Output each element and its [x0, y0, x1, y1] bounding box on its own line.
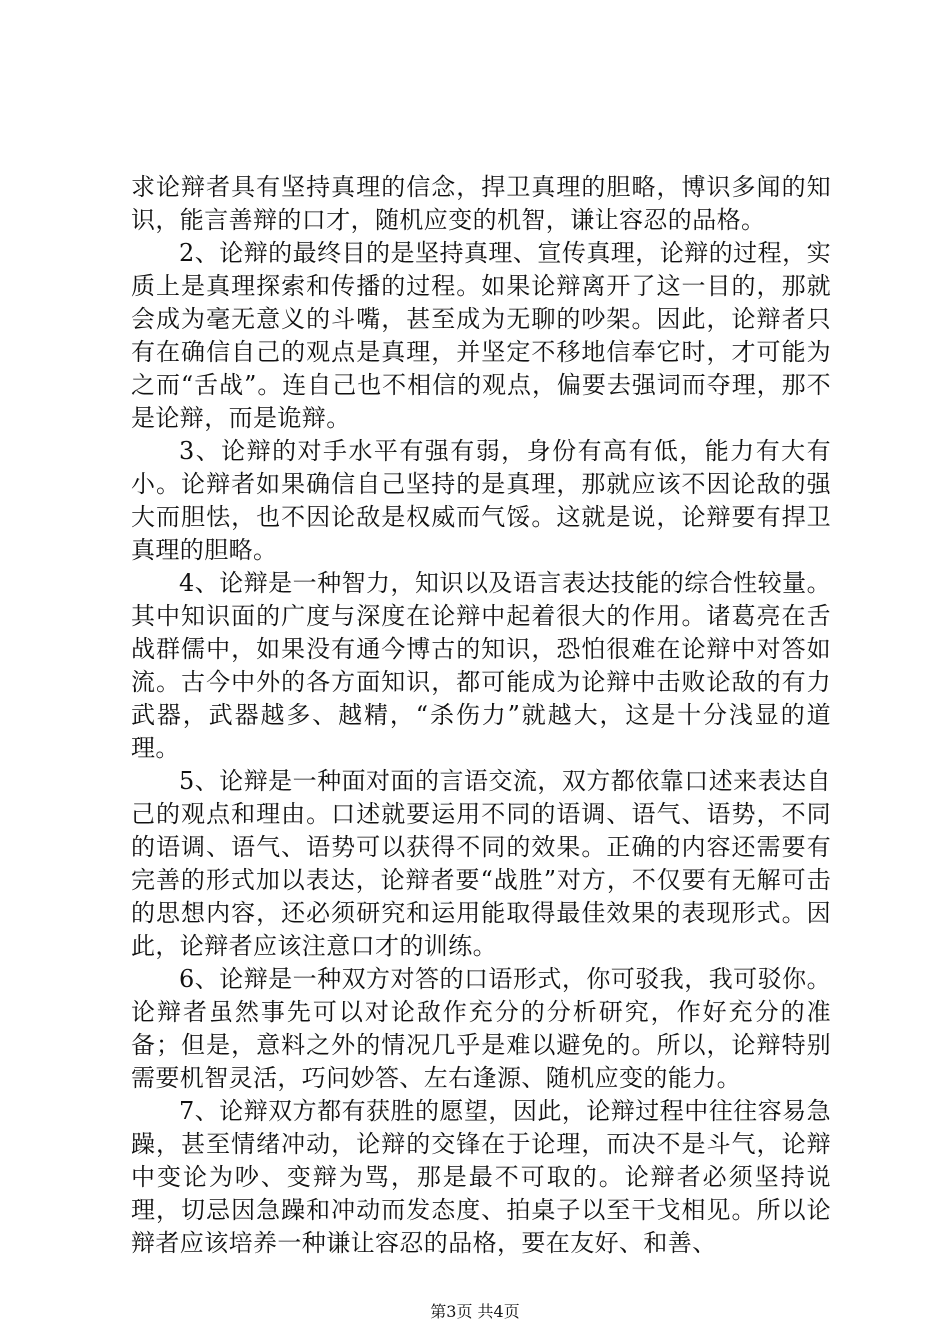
paragraph-point-6: 6、论辩是一种双方对答的口语形式，你可驳我，我可驳你。论辩者虽然事先可以对论敌作充分的分析研究，作好充分的准备；但是，意料之外的情况几乎是难以避免的。所以，论辩特别需要机智灵活，巧问妙答、左右逢源、随机应变的能力。: [131, 965, 831, 1092]
page-footer: 第3页 共4页: [430, 1302, 520, 1321]
paragraph-point-7: 7、论辩双方都有获胜的愿望，因此，论辩过程中往往容易急躁，甚至情绪冲动，论辩的交锋在于论理，而决不是斗气，论辩中变论为吵、变辩为骂，那是最不可取的。论辩者必须坚持说理，切忌因急躁和冲动而发态度、拍桌子以至干戈相见。所以论辩者应该培养一种谦让容忍的品格，要在友好、和善、: [131, 1097, 831, 1257]
document-body: [131, 171, 831, 1260]
paragraph-point-2: 2、论辩的最终目的是坚持真理、宣传真理，论辩的过程，实质上是真理探索和传播的过程。如果论辩离开了这一目的，那就会成为毫无意义的斗嘴，甚至成为无聊的吵架。因此，论辩者只有在确信自己的观点是真理，并坚定不移地信奉它时，才可能为之而“舌战”。连自己也不相信的观点，偏要去强词而夺理，那不是论辩，而是诡辩。: [131, 239, 831, 432]
paragraph-point-3: 3、论辩的对手水平有强有弱，身份有高有低，能力有大有小。论辩者如果确信自己坚持的是真理，那就应该不因论敌的强大而胆怯，也不因论敌是权威而气馁。这就是说，论辩要有捍卫真理的胆略。: [131, 437, 831, 564]
paragraph-point-4: 4、论辩是一种智力，知识以及语言表达技能的综合性较量。其中知识面的广度与深度在论辩中起着很大的作用。诸葛亮在舌战群儒中，如果没有通今博古的知识，恐怕很难在论辩中对答如流。古今中外的各方面知识，都可能成为论辩中击败论敌的有力武器，武器越多、越精，“杀伤力”就越大，这是十分浅显的道理。: [131, 569, 831, 762]
paragraph-point-5: 5、论辩是一种面对面的言语交流，双方都依靠口述来表达自己的观点和理由。口述就要运用不同的语调、语气、语势，不同的语调、语气、语势可以获得不同的效果。正确的内容还需要有完善的形式加以表达，论辩者要“战胜”对方，不仅要有无解可击的思想内容，还必须研究和运用能取得最佳效果的表现形式。因此，论辩者应该注意口才的训练。: [131, 767, 831, 960]
paragraph-continuation: 求论辩者具有坚持真理的信念，捍卫真理的胆略，博识多闻的知识，能言善辩的口才，随机应变的机智，谦让容忍的品格。: [131, 173, 831, 234]
